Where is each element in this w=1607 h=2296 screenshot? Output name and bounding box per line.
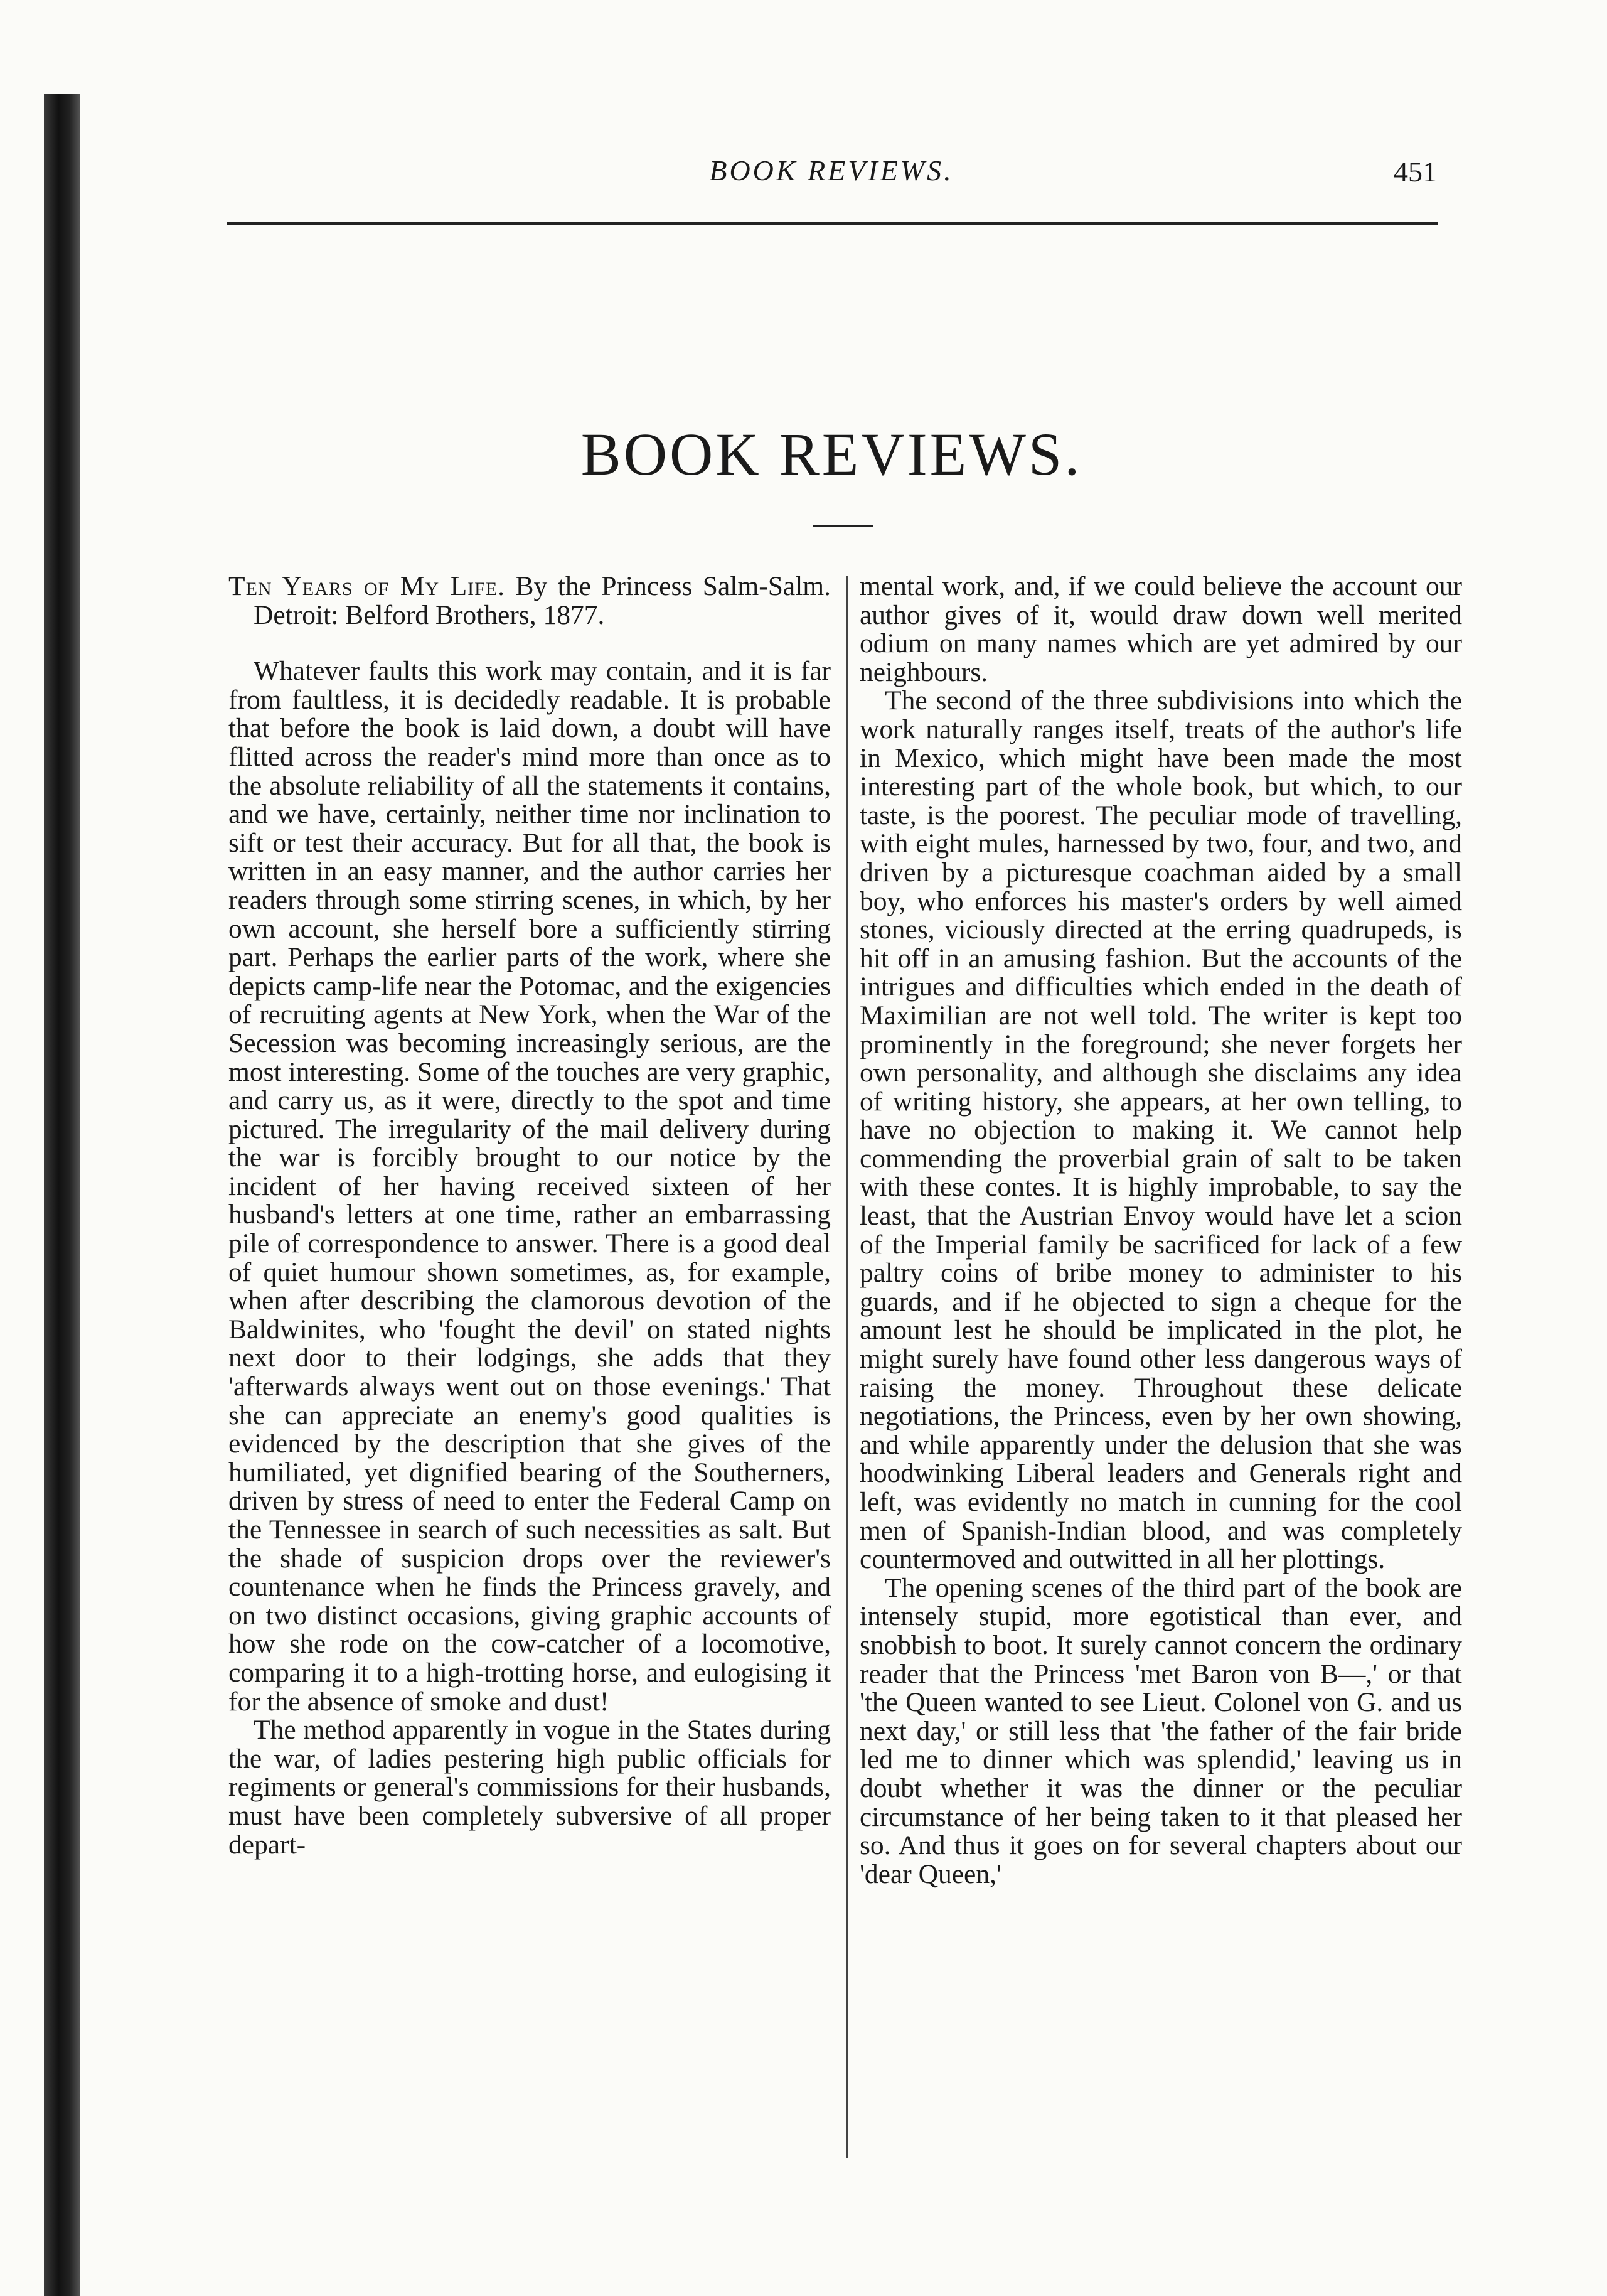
review-paragraph: Whatever faults this work may contain, and it is far from faultless, it is decidedly readable. It is probable that before the book is laid down, a doubt will have flitted across the reader's mind more than once as to the absolute reliability of all the statements it contains, and we have, certainly, neither time nor inclination to sift or test their accuracy. But for all that, the book is written in an easy manner, and the author carries her readers through some stirring scenes, in which, by her own account, she herself bore a sufficiently stirring part. Perhaps the earlier parts of the work, where she depicts camp-life near the Potomac, and the exigencies of recruiting agents at New York, when the War of the Secession was becoming increasingly serious, are the most interesting. Some of the touches are very graphic, and carry us, as it were, directly to the spot and time pictured. The irregularity of the mail delivery during the war is forcibly brought to our notice by the incident of her having received sixteen of her husband's letters at one time, rather an embarrassing pile of correspondence to answer. There is a good deal of quiet humour shown sometimes, as, for example, when after describing the clamorous devotion of the Baldwinites, who 'fought the devil' on stated nights next door to their lodgings, she adds that they 'afterwards always went out on those evenings.' That she can appreciate an enemy's good qualities is evidenced by the description that she gives of the humiliated, yet dignified bearing of the Southerners, driven by stress of need to enter the Federal Camp on the Tennessee in search of such necessities as salt. But the shade of suspicion drops over the reviewer's countenance when he finds the Princess gravely, and on two distinct occasions, giving graphic accounts of how she rode on the cow-catcher of a locomotive, comparing it to a high-trotting horse, and eulogising it for the absence of smoke and dust!: [228, 656, 831, 1717]
book-title: Ten Years of My Life.: [228, 571, 506, 601]
page-binding-edge: [44, 94, 80, 2296]
citation-details: By the Princess Salm-Salm. Detroit: Belford Brothers, 1877.: [254, 571, 831, 630]
review-paragraph: The second of the three subdivisions into which the work naturally ranges itself, treats of the author's life in Mexico, which might have been made the most interesting part of the whole book, but which, to our taste, is the poorest. The peculiar mode of travelling, with eight mules, harnessed by two, four, and two, and driven by a picturesque coachman aided by a small boy, who enforces his master's orders by well aimed stones, viciously directed at the erring quadrupeds, is hit off in an amusing fashion. But the accounts of the intrigues and difficulties which ended in the death of Maximilian are not well told. The writer is kept too prominently in the foreground; she never forgets her own personality, and although she disclaims any idea of writing history, she appears, at her own telling, to have no objection to making it. We cannot help commending the proverbial grain of salt to be taken with these contes. It is highly improbable, to say the least, that the Austrian Envoy would have let a scion of the Imperial family be sacrificed for lack of a few paltry coins of bribe money to administer to his guards, and if he objected to sign a cheque for the amount lest he should be implicated in the plot, he might surely have found other less dangerous ways of raising the money. Throughout these delicate negotiations, the Princess, even by her own showing, and while apparently under the delusion that she was hoodwinking Liberal leaders and Generals right and left, was evidently no match in cunning for the cool men of Spanish-Indian blood, and was completely countermoved and outwitted in all her plottings.: [860, 685, 1462, 1575]
right-column: [860, 572, 1462, 1889]
running-title: BOOK REVIEWS.: [709, 154, 954, 186]
running-head: [226, 154, 1437, 198]
review-paragraph: mental work, and, if we could believe the account our author gives of it, would draw down well merited odium on many names which are yet admired by our neighbours.: [860, 571, 1462, 687]
page-number: 451: [1394, 156, 1437, 188]
review-paragraph: The opening scenes of the third part of the book are intensely stupid, more egotistical than ever, and snobbish to boot. It surely cannot concern the ordinary reader that the Princess 'met Baron von B—,' or that 'the Queen wanted to see Lieut. Colonel von G. and us next day,' or still less that 'the father of the fair bride led me to dinner which was splendid,' leaving us in doubt whether it was the dinner or the peculiar circumstance of her being taken to it that pleased her so. And thus it goes on for several chapters about our 'dear Queen,': [860, 1572, 1462, 1889]
review-paragraph: The method apparently in vogue in the States during the war, of ladies pestering high public officials for regiments or general's commissions for their husbands, must have been completely subversive of all proper depart-: [228, 1715, 831, 1860]
column-divider: [846, 576, 848, 2158]
book-citation: [228, 572, 831, 630]
section-title: BOOK REVIEWS.: [580, 421, 1082, 488]
left-column: [228, 572, 831, 1859]
title-rule: [813, 525, 873, 527]
header-rule: [227, 222, 1438, 225]
